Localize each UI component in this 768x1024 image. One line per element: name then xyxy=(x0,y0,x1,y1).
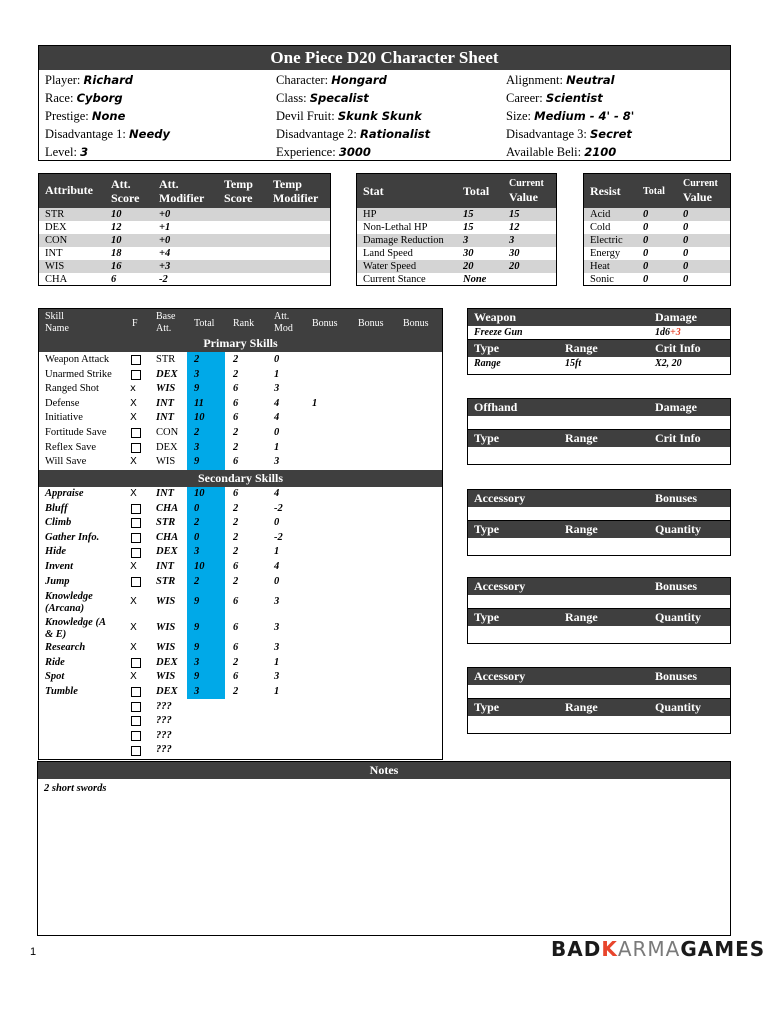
offhand-header: Offhand Damage xyxy=(468,399,730,416)
skill-name: Fortitude Save xyxy=(45,427,107,438)
skill-base-att: WIS xyxy=(156,622,176,634)
header-skill: Skill xyxy=(45,311,64,322)
publisher-logo: BADKARMAGAMES xyxy=(551,937,766,961)
skill-total: 9 xyxy=(194,596,200,608)
skill-name: Appraise xyxy=(45,488,84,499)
stat-row: Land Speed 30 30 xyxy=(363,248,520,259)
skill-name: Reflex Save xyxy=(45,441,97,453)
skill-rank: 2 xyxy=(233,656,239,668)
focus-checkbox[interactable] xyxy=(131,504,141,514)
header-resist-value: Value xyxy=(683,190,712,204)
focus-mark[interactable]: X xyxy=(130,671,137,683)
skill-name: Knowledge (Arcana) xyxy=(45,591,93,615)
offhand-type-row xyxy=(468,447,730,461)
skill-total: 9 xyxy=(194,383,200,395)
header-temp-score-1: Temp xyxy=(224,177,253,191)
skill-total: 9 xyxy=(194,456,200,468)
header-total: Total xyxy=(463,184,490,198)
skill-name: Ride xyxy=(45,656,65,668)
skill-att-mod: 3 xyxy=(274,671,280,683)
resist-table-header xyxy=(584,174,730,208)
skill-rank: 6 xyxy=(233,488,239,499)
skill-rank: 6 xyxy=(233,622,239,634)
accessory-header: Accessory Bonuses xyxy=(468,578,730,595)
focus-checkbox[interactable] xyxy=(131,577,141,587)
offhand-type-header: Type Range Crit Info xyxy=(468,430,730,447)
skill-base-att: CHA xyxy=(156,531,179,543)
skill-row xyxy=(39,382,442,397)
skill-name: Gather Info. xyxy=(45,531,100,543)
page-number: 1 xyxy=(30,946,37,958)
stat-table-header xyxy=(357,174,556,208)
resist-row: Energy 0 0 xyxy=(590,248,689,259)
skill-total: 10 xyxy=(194,488,205,499)
resist-table xyxy=(583,173,731,286)
skills-header xyxy=(39,309,442,352)
skill-total: 3 xyxy=(194,441,200,453)
skill-row xyxy=(39,729,442,744)
accessory-block-3 xyxy=(467,667,731,734)
level-field: Level: 3 xyxy=(45,145,89,159)
offhand-row xyxy=(468,416,730,430)
skill-base-att: DEX xyxy=(156,546,178,558)
accessory-block-1 xyxy=(467,489,731,556)
header-base-att: Att. xyxy=(156,323,172,334)
resist-row: Electric 0 0 xyxy=(584,234,730,247)
attribute-row: STR 10 +0 xyxy=(39,208,330,221)
skill-name: Will Save xyxy=(45,456,87,468)
notes-title: Notes xyxy=(38,762,730,779)
skill-att-mod: 3 xyxy=(274,383,280,395)
skill-base-att: WIS xyxy=(156,596,176,608)
skill-total: 3 xyxy=(194,656,200,668)
skill-row xyxy=(39,656,442,671)
skill-rank: 6 xyxy=(233,456,239,468)
resist-row: Acid 0 0 xyxy=(584,208,730,221)
disadvantage-1-field: Disadvantage 1: Needy xyxy=(45,127,170,141)
skill-rank: 6 xyxy=(233,383,239,395)
focus-mark[interactable]: X xyxy=(130,488,137,499)
skill-att-mod: -2 xyxy=(274,502,283,514)
skill-row xyxy=(39,670,442,685)
accessory-row xyxy=(468,685,730,699)
skill-total: 2 xyxy=(194,427,200,438)
header-resist-current: Current xyxy=(683,178,718,189)
accessory-type-row xyxy=(468,716,730,730)
focus-checkbox[interactable] xyxy=(131,716,141,726)
experience-field: Experience: 3000 xyxy=(276,145,371,159)
header-attribute: Attribute xyxy=(45,183,93,197)
skill-att-mod: 3 xyxy=(274,456,280,468)
focus-mark[interactable]: X xyxy=(130,412,137,424)
skill-row xyxy=(39,411,442,426)
header-att-mod-1: Att. xyxy=(274,311,290,322)
sheet-title: One Piece D20 Character Sheet xyxy=(39,46,730,70)
skill-row xyxy=(39,641,442,656)
skill-att-mod: 1 xyxy=(274,546,280,558)
focus-checkbox[interactable] xyxy=(131,702,141,712)
skill-rank: 2 xyxy=(233,531,239,543)
skill-name: Defense xyxy=(45,397,80,409)
header-att-mod-2: Mod xyxy=(274,323,293,334)
attribute-row: CON 10 +0 xyxy=(39,234,330,247)
skill-total: 0 xyxy=(194,531,200,543)
header-resist-total: Total xyxy=(643,186,665,197)
skill-row xyxy=(39,589,442,615)
header-bonus-1: Bonus xyxy=(312,318,338,329)
skill-rank: 2 xyxy=(233,354,239,365)
skill-total: 9 xyxy=(194,671,200,683)
stat-row: HP 15 15 xyxy=(357,208,556,221)
attribute-row: DEX 12 +1 xyxy=(45,222,171,233)
skill-name: Unarmed Strike xyxy=(45,368,112,380)
skill-rank: 2 xyxy=(233,368,239,380)
skill-base-att: CON xyxy=(156,427,179,438)
skill-base-att: CHA xyxy=(156,502,179,514)
resist-row: Sonic 0 0 xyxy=(590,274,689,285)
attribute-table xyxy=(38,173,331,286)
resist-row: Cold 0 0 xyxy=(590,222,689,233)
skill-base-att: WIS xyxy=(156,642,176,654)
accessory-header: Accessory Bonuses xyxy=(468,668,730,685)
skill-rank: 6 xyxy=(233,561,239,572)
header-resist: Resist xyxy=(590,184,621,198)
skill-total: 2 xyxy=(194,575,200,587)
skill-att-mod: -2 xyxy=(274,531,283,543)
header-att-mod-2: Modifier xyxy=(159,191,205,205)
skill-name: Hide xyxy=(45,546,66,558)
skill-base-att: STR xyxy=(156,575,176,587)
skill-total: 3 xyxy=(194,546,200,558)
stat-row: Damage Reduction 3 3 xyxy=(357,234,556,247)
skill-row xyxy=(39,575,442,590)
skill-row xyxy=(39,545,442,560)
beli-field: Available Beli: 2100 xyxy=(506,145,617,159)
skill-row xyxy=(39,502,442,517)
offhand-block xyxy=(467,398,731,465)
skill-row xyxy=(39,455,442,470)
focus-checkbox[interactable] xyxy=(131,731,141,741)
skill-name: Jump xyxy=(45,575,70,587)
header-temp-mod-2: Modifier xyxy=(273,191,319,205)
skill-total: 0 xyxy=(194,502,200,514)
header-name: Name xyxy=(45,323,69,334)
skill-rank: 2 xyxy=(233,441,239,453)
skill-att-mod: 3 xyxy=(274,622,280,634)
skill-att-mod: 4 xyxy=(274,397,280,409)
skill-base-att: WIS xyxy=(156,456,176,468)
skill-row xyxy=(39,560,442,575)
skill-base-att: DEX xyxy=(156,656,178,668)
stat-row: Water Speed 20 20 xyxy=(357,260,556,273)
weapon-name: Freeze Gun xyxy=(474,327,523,338)
prestige-field: Prestige: None xyxy=(45,109,126,123)
character-field: Character: Hongard xyxy=(276,73,387,87)
skill-name: Weapon Attack xyxy=(45,354,110,365)
skill-att-mod: 3 xyxy=(274,642,280,654)
attribute-row: CHA 6 -2 xyxy=(45,274,168,285)
skill-att-mod: 4 xyxy=(274,561,280,572)
skill-base-att: INT xyxy=(156,488,175,499)
skill-base-att: ??? xyxy=(156,700,172,712)
header-att-mod-1: Att. xyxy=(159,177,179,191)
header-bonus-2: Bonus xyxy=(358,318,384,329)
skill-rank: 6 xyxy=(233,642,239,654)
focus-checkbox[interactable] xyxy=(131,746,141,756)
skill-row xyxy=(39,685,442,700)
skill-rank: 2 xyxy=(233,427,239,438)
accessory-type-header: Type Range Quantity xyxy=(468,521,730,538)
weapon-type-header: Type Range Crit Info xyxy=(468,340,730,357)
skill-total: 10 xyxy=(194,561,205,572)
skill-base-att: WIS xyxy=(156,671,176,683)
skill-name: Invent xyxy=(45,561,74,572)
skill-total: 2 xyxy=(194,354,200,365)
skill-name: Research xyxy=(45,642,86,654)
stat-row: Non-Lethal HP 15 12 xyxy=(363,222,520,233)
skill-att-mod: 3 xyxy=(274,596,280,608)
resist-row: Heat 0 0 xyxy=(584,260,730,273)
skill-name: Tumble xyxy=(45,686,78,697)
skill-base-att: ??? xyxy=(156,744,172,756)
skill-base-att: STR xyxy=(156,517,176,529)
focus-mark[interactable]: X xyxy=(130,622,137,634)
skill-total: 9 xyxy=(194,642,200,654)
skill-name: Ranged Shot xyxy=(45,383,99,395)
header-rank: Rank xyxy=(233,318,255,329)
primary-skills-title: Primary Skills xyxy=(203,336,278,350)
weapon-type-row: Range 15ft X2, 20 xyxy=(474,358,682,369)
skill-base-att: ??? xyxy=(156,715,172,727)
skill-row xyxy=(39,516,442,531)
skill-base-att: DEX xyxy=(156,368,178,380)
skill-att-mod: 0 xyxy=(274,575,280,587)
skill-base-att: STR xyxy=(156,354,176,365)
skill-row xyxy=(39,368,442,383)
weapon-row xyxy=(468,326,730,340)
career-field: Career: Scientist xyxy=(506,91,603,105)
skill-rank: 6 xyxy=(233,397,239,409)
skill-name: Climb xyxy=(45,517,72,529)
focus-mark[interactable]: X xyxy=(130,397,137,409)
skill-base-att: DEX xyxy=(156,686,178,697)
skills-table xyxy=(38,308,443,760)
weapon-header: Weapon Damage xyxy=(468,309,730,326)
secondary-skills-title: Secondary Skills xyxy=(39,470,442,487)
header-value: Value xyxy=(509,190,538,204)
focus-mark[interactable]: X xyxy=(130,561,137,572)
focus-checkbox[interactable] xyxy=(131,687,141,697)
skill-rank: 6 xyxy=(233,596,239,608)
header-att-score-1: Att. xyxy=(111,177,131,191)
skill-row xyxy=(39,531,442,546)
weapon-damage: 1d6+3 xyxy=(655,327,681,338)
skill-base-att: ??? xyxy=(156,729,172,741)
disadvantage-3-field: Disadvantage 3: Secret xyxy=(506,127,632,141)
focus-checkbox[interactable] xyxy=(131,548,141,558)
skill-row xyxy=(39,615,442,641)
attribute-row: WIS 16 +3 xyxy=(39,260,330,273)
skill-bonus: 1 xyxy=(312,397,318,409)
focus-checkbox[interactable] xyxy=(131,355,141,365)
accessory-type-header: Type Range Quantity xyxy=(468,699,730,716)
skill-row xyxy=(39,426,442,441)
class-field: Class: Specalist xyxy=(276,91,369,105)
alignment-field: Alignment: Neutral xyxy=(506,73,615,87)
skill-att-mod: 1 xyxy=(274,686,280,697)
skill-base-att: INT xyxy=(156,561,175,572)
skill-row xyxy=(39,397,442,412)
skill-att-mod: 0 xyxy=(274,354,280,365)
skill-rank: 2 xyxy=(233,686,239,697)
disadvantage-2-field: Disadvantage 2: Rationalist xyxy=(276,127,431,141)
character-info-box xyxy=(38,45,731,161)
skill-row xyxy=(39,487,442,502)
focus-checkbox[interactable] xyxy=(131,658,141,668)
skill-total: 11 xyxy=(194,397,204,409)
accessory-row xyxy=(468,595,730,609)
focus-checkbox[interactable] xyxy=(131,370,141,380)
header-f: F xyxy=(132,318,138,329)
skill-name: Spot xyxy=(45,671,65,683)
skill-rank: 6 xyxy=(233,671,239,683)
focus-checkbox[interactable] xyxy=(131,443,141,453)
skill-att-mod: 0 xyxy=(274,517,280,529)
header-current: Current xyxy=(509,178,544,189)
skill-total: 9 xyxy=(194,622,200,634)
skill-total: 10 xyxy=(194,412,205,424)
focus-checkbox[interactable] xyxy=(131,533,141,543)
skill-name: Knowledge (A & E) xyxy=(45,617,106,641)
skill-row xyxy=(39,700,442,715)
focus-mark[interactable]: x xyxy=(130,383,136,395)
focus-checkbox[interactable] xyxy=(131,428,141,438)
header-stat: Stat xyxy=(363,184,384,198)
skill-base-att: INT xyxy=(156,412,175,424)
skill-rank: 2 xyxy=(233,517,239,529)
skill-row xyxy=(39,714,442,729)
accessory-type-row xyxy=(468,626,730,640)
notes-text[interactable]: 2 short swords xyxy=(44,783,107,794)
skill-base-att: INT xyxy=(156,397,175,409)
skill-base-att: DEX xyxy=(156,441,178,453)
skill-rank: 6 xyxy=(233,412,239,424)
skill-row xyxy=(39,743,442,758)
focus-checkbox[interactable] xyxy=(131,518,141,528)
header-temp-score-2: Score xyxy=(224,191,253,205)
accessory-type-header: Type Range Quantity xyxy=(468,609,730,626)
accessory-row xyxy=(468,507,730,521)
header-temp-mod-1: Temp xyxy=(273,177,302,191)
header-total: Total xyxy=(194,318,215,329)
skill-name: Initiative xyxy=(45,412,83,424)
player-field: Player: Richard xyxy=(45,73,134,87)
attribute-table-header xyxy=(39,174,330,208)
skill-total: 2 xyxy=(194,517,200,529)
skill-att-mod: 4 xyxy=(274,488,280,499)
skill-att-mod: 0 xyxy=(274,427,280,438)
focus-mark[interactable]: X xyxy=(130,596,137,608)
focus-mark[interactable]: X xyxy=(130,456,137,468)
devil-fruit-field: Devil Fruit: Skunk Skunk xyxy=(276,109,422,123)
accessory-block-2 xyxy=(467,577,731,644)
skill-total: 3 xyxy=(194,368,200,380)
weapon-block xyxy=(467,308,731,375)
skill-rank: 2 xyxy=(233,575,239,587)
stat-table xyxy=(356,173,557,286)
skill-att-mod: 1 xyxy=(274,656,280,668)
skill-row xyxy=(39,353,442,368)
header-att-score-2: Score xyxy=(111,191,140,205)
skill-name: Bluff xyxy=(45,502,68,514)
stat-row: Current Stance None xyxy=(363,274,487,285)
skill-att-mod: 1 xyxy=(274,441,280,453)
accessory-header: Accessory Bonuses xyxy=(468,490,730,507)
focus-mark[interactable]: X xyxy=(130,642,137,654)
attribute-row: INT 18 +4 xyxy=(45,248,171,259)
skill-rank: 2 xyxy=(233,546,239,558)
skill-att-mod: 1 xyxy=(274,368,280,380)
skill-rank: 2 xyxy=(233,502,239,514)
header-base: Base xyxy=(156,311,176,322)
notes-box xyxy=(37,761,731,936)
skill-total: 3 xyxy=(194,686,200,697)
size-field: Size: Medium - 4' - 8' xyxy=(506,109,635,123)
header-bonus-3: Bonus xyxy=(403,318,429,329)
skill-att-mod: 4 xyxy=(274,412,280,424)
skill-base-att: WIS xyxy=(156,383,176,395)
race-field: Race: Cyborg xyxy=(45,91,123,105)
skill-row xyxy=(39,441,442,456)
accessory-type-row xyxy=(468,538,730,552)
